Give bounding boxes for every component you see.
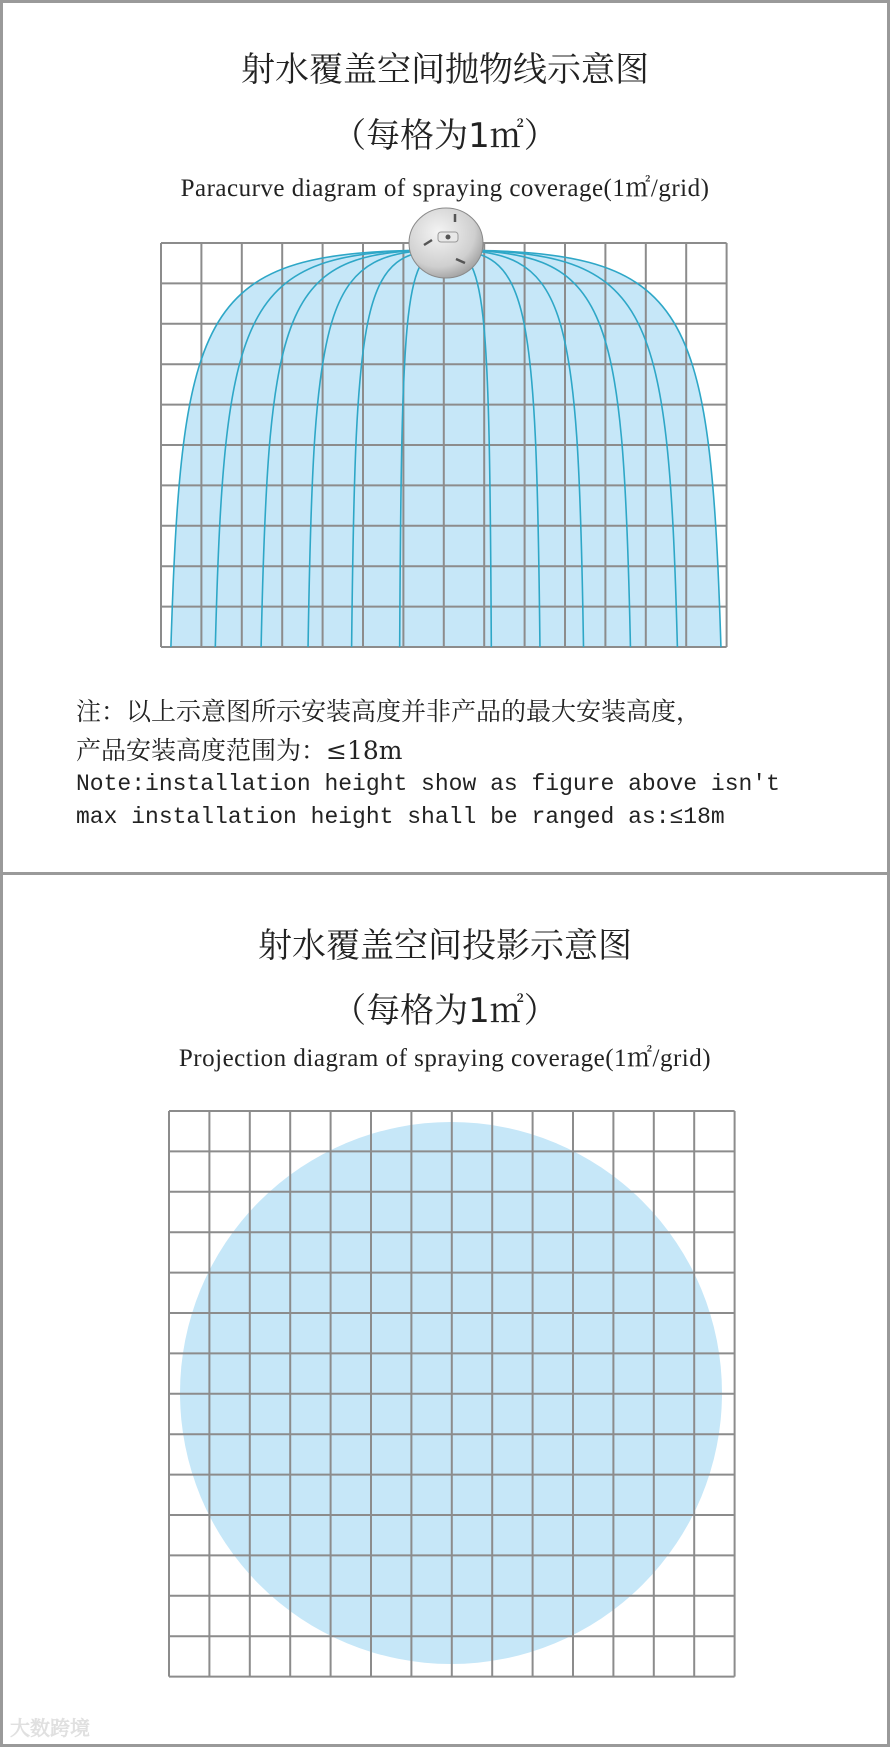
note-en-line1: Note:installation height show as figure above isn't <box>76 771 780 797</box>
section2-subtitle: （每格为1㎡） <box>332 991 558 1031</box>
note-cn-line1: 注：以上示意图所示安装高度并非产品的最大安装高度， <box>76 697 702 726</box>
note-cn-line2: 产品安装高度范围为：≤18m <box>76 736 403 765</box>
sprinkler-hole <box>446 235 451 240</box>
sprinkler-icon <box>409 208 483 278</box>
note-en-line2: max installation height shall be ranged as:≤18m <box>76 804 725 830</box>
section2-english-title: Projection diagram of spraying coverage(1㎡/grid) <box>178 1045 712 1072</box>
watermark: 大数跨境 <box>10 1716 90 1740</box>
section1-title: 射水覆盖空间抛物线示意图 <box>241 50 649 90</box>
paracurve-diagram <box>0 0 890 700</box>
spray-coverage-area <box>171 250 721 647</box>
section-divider <box>0 872 890 875</box>
section2-title: 射水覆盖空间投影示意图 <box>258 926 632 966</box>
section1-subtitle: （每格为1㎡） <box>332 116 558 156</box>
section1-english-title: Paracurve diagram of spraying coverage(1㎡/grid) <box>180 175 710 202</box>
